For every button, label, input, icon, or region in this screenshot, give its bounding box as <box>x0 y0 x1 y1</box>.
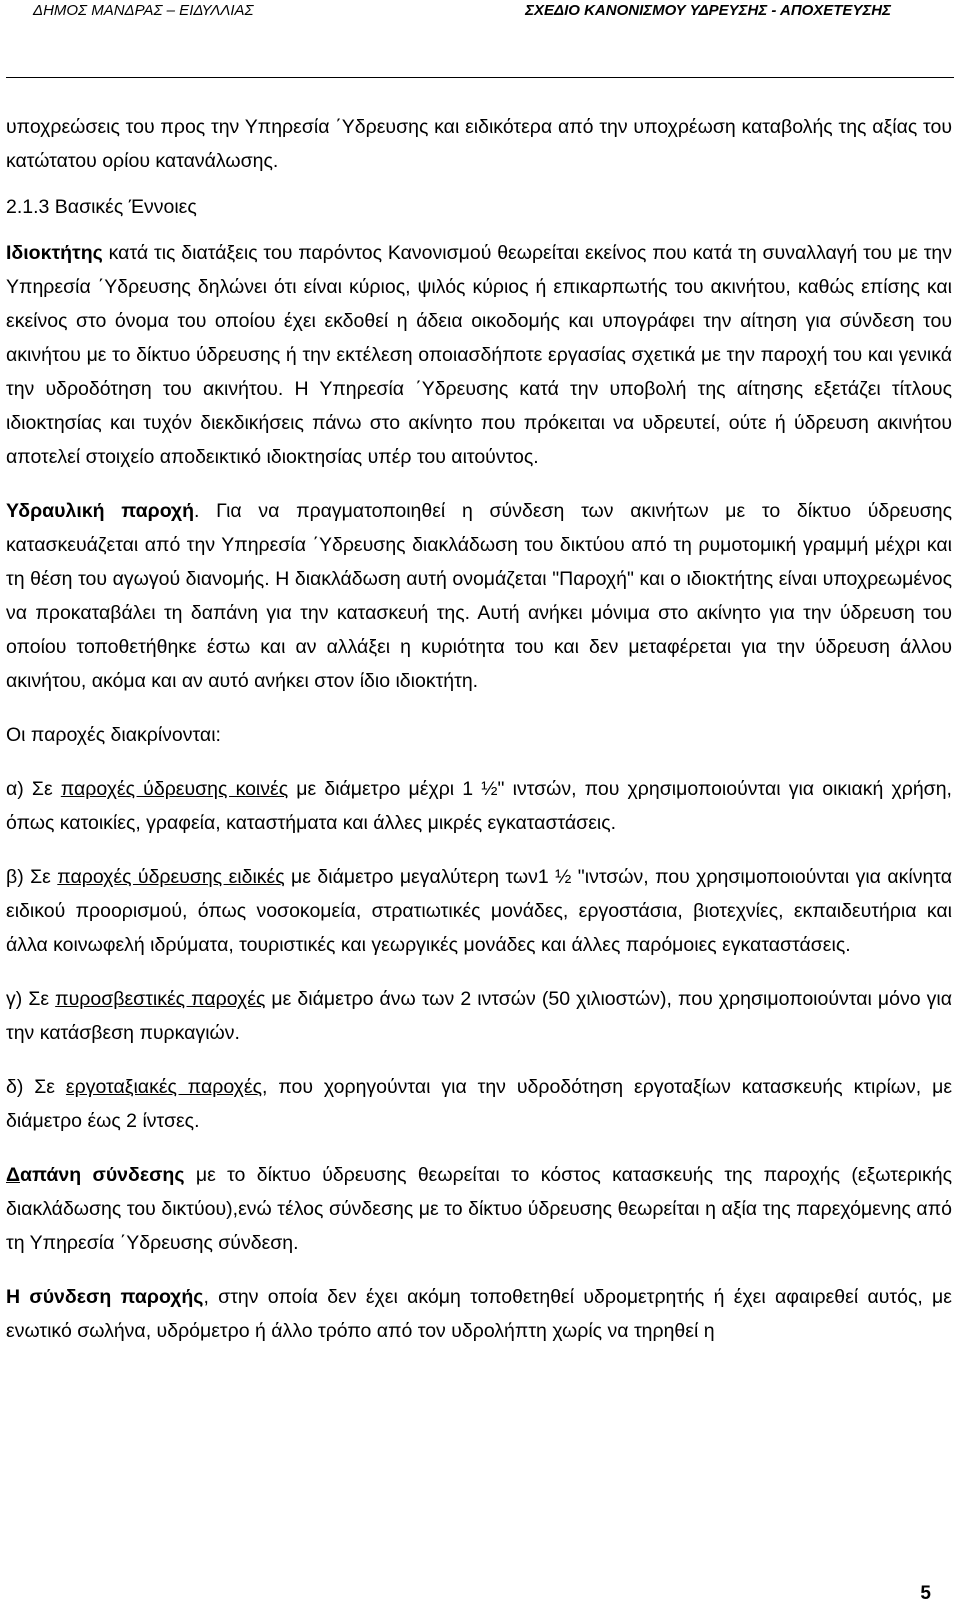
paragraph-supply-connection <box>6 1280 952 1348</box>
term-fire-supply: πυροσβεστικές παροχές <box>55 988 266 1010</box>
owner-definition: κατά τις διατάξεις του παρόντος Κανονισμού θεωρείται εκείνος που κατά τη συναλλαγή του με την Υπηρεσία ΄Υδρευσης δηλώνει ότι είναι κύριος, ψιλός κύριος ή επικαρπωτής του ακινήτου, καθώς επίσης και εκείνος στο όνομα του οποίου έχει εκδοθεί η άδεια οικοδομής και υπογράφει την αίτηση για σύνδεση του ακινήτου με το δίκτυο ύδρευσης ή την εκτέλεση οποιασδήποτε εργασίας σχετικά με την παροχή του και γενικά την υδροδότηση του ακινήτου. Η Υπηρεσία ΄Υδρευσης κατά την υποβολή της αίτησης εξετάζει τίτλους ιδιοκτησίας και τυχόν διεκδικήσεις πάνω στο ακίνητο που πρόκειται να υδρευτεί, ούτε ή ύδρευση ακινήτου αποτελεί στοιχείο αποδεικτικό ιδιοκτησίας υπέρ του αιτούντος. <box>6 242 952 468</box>
list-item-site-supply <box>6 1070 952 1138</box>
document-body <box>6 110 952 1348</box>
page-header <box>33 0 927 22</box>
list-item-common-supply <box>6 772 952 840</box>
paragraph-connection-cost <box>6 1158 952 1260</box>
term-supply-connection: Η σύνδεση παροχής <box>6 1286 204 1308</box>
term-connection-cost: απάνη σύνδεσης <box>20 1164 185 1186</box>
fire-supply-definition: με διάμετρο άνω των 2 ιντσών (50 χιλιοστών), που χρησιμοποιούνται μόνο για την κατάσβεση πυρκαγιών. <box>6 988 952 1044</box>
list-prefix-c: γ) Σε <box>6 988 56 1010</box>
site-supply-definition: , που χορηγούνται για την υδροδότηση εργοταξίων κατασκευής κτιρίων, με διάμετρο έως 2 ίντσες. <box>6 1076 953 1132</box>
hydraulic-supply-definition: . Για να πραγματοποιηθεί η σύνδεση των ακινήτων με το δίκτυο ύδρευσης κατασκευάζεται από την Υπηρεσία ΄Υδρευσης διακλάδωση του δικτύου από τη ρυμοτομική γραμμή μέχρι και τη θέση του αγωγού διανομής. Η διακλάδωση αυτή ονομάζεται "Παροχή" και ο ιδιοκτήτης είναι υποχρεωμένος να προκαταβάλει τη δαπάνη για την κατασκευή της. Αυτή ανήκει μόνιμα στο ακίνητο για την ύδρευση του οποίου τοποθετήθηκε έστω και αν αλλάξει η κυριότητα του και δεν μεταφέρεται για την ύδρευση άλλου ακινήτου, ακόμα και αν αυτό ανήκει στον ίδιο ιδιοκτήτη. <box>6 500 952 692</box>
header-divider <box>6 77 954 78</box>
special-supply-definition: με διάμετρο μεγαλύτερη των1 ½ "ιντσών, που χρησιμοποιούνται για ακίνητα ειδικού προορισμού, όπως νοσοκομεία, στρατιωτικές μονάδες, εργοστάσια, βιοτεχνίες, εκπαιδευτήρια και άλλα κοινωφελή ιδρύματα, τουριστικές και γεωργικές μονάδες και άλλες παρόμοιες εγκαταστάσεις. <box>6 866 953 956</box>
list-prefix-d: δ) Σε <box>6 1076 66 1098</box>
paragraph-supply-types-intro: Οι παροχές διακρίνονται: <box>6 724 221 746</box>
term-site-supply: εργοταξιακές παροχές <box>65 1076 263 1098</box>
term-common-supply: παροχές ύδρευσης κοινές <box>60 778 289 800</box>
page-number: 5 <box>920 1583 931 1604</box>
term-owner: Ιδιοκτήτης <box>6 242 103 264</box>
list-item-special-supply <box>6 860 952 962</box>
header-municipality: ΔΗΜΟΣ ΜΑΝΔΡΑΣ – ΕΙΔΥΛΛΙΑΣ <box>33 2 254 19</box>
list-prefix-b: β) Σε <box>6 866 58 888</box>
term-hydraulic-supply: Υδραυλική παροχή <box>6 500 195 522</box>
paragraph-hydraulic-supply <box>6 494 952 698</box>
list-prefix-a: α) Σε <box>6 778 61 800</box>
connection-cost-definition: με το δίκτυο ύδρευσης θεωρείται το κόστος κατασκευής της παροχής (εξωτερικής διακλάδωσης του δικτύου),ενώ τέλος σύνδεσης με το δίκτυο ύδρευσης θεωρείται η αξία της παρεχόμενης από τη Υπηρεσία ΄Υδρευσης σύνδεση. <box>6 1164 953 1254</box>
list-item-fire-supply <box>6 982 952 1050</box>
paragraph-continuation: υποχρεώσεις του προς την Υπηρεσία ΄Υδρευσης και ειδικότερα από την υποχρέωση καταβολής της αξίας του κατώτατου ορίου κατανάλωσης. <box>6 116 952 172</box>
section-heading: 2.1.3 Βασικές Έννοιες <box>6 196 197 218</box>
header-document-title: ΣΧΕΔΙΟ ΚΑΝΟΝΙΣΜΟΥ ΥΔΡΕΥΣΗΣ - ΑΠΟΧΕΤΕΥΣΗΣ <box>525 2 891 19</box>
common-supply-definition: με διάμετρο μέχρι 1 ½" ιντσών, που χρησιμοποιούνται για οικιακή χρήση, όπως κατοικίες, γραφεία, καταστήματα και άλλες μικρές εγκαταστάσεις. <box>6 778 952 834</box>
supply-connection-definition: , στην οποία δεν έχει ακόμη τοποθετηθεί υδρομετρητής ή έχει αφαιρεθεί αυτός, με ενωτικό σωλήνα, υδρόμετρο ή άλλο τρόπο από τον υδρολήπτη χωρίς να τηρηθεί η <box>6 1286 952 1342</box>
term-special-supply: παροχές ύδρευσης ειδικές <box>57 866 285 888</box>
term-connection-cost-initial: Δ <box>6 1164 21 1186</box>
paragraph-owner <box>6 236 952 474</box>
